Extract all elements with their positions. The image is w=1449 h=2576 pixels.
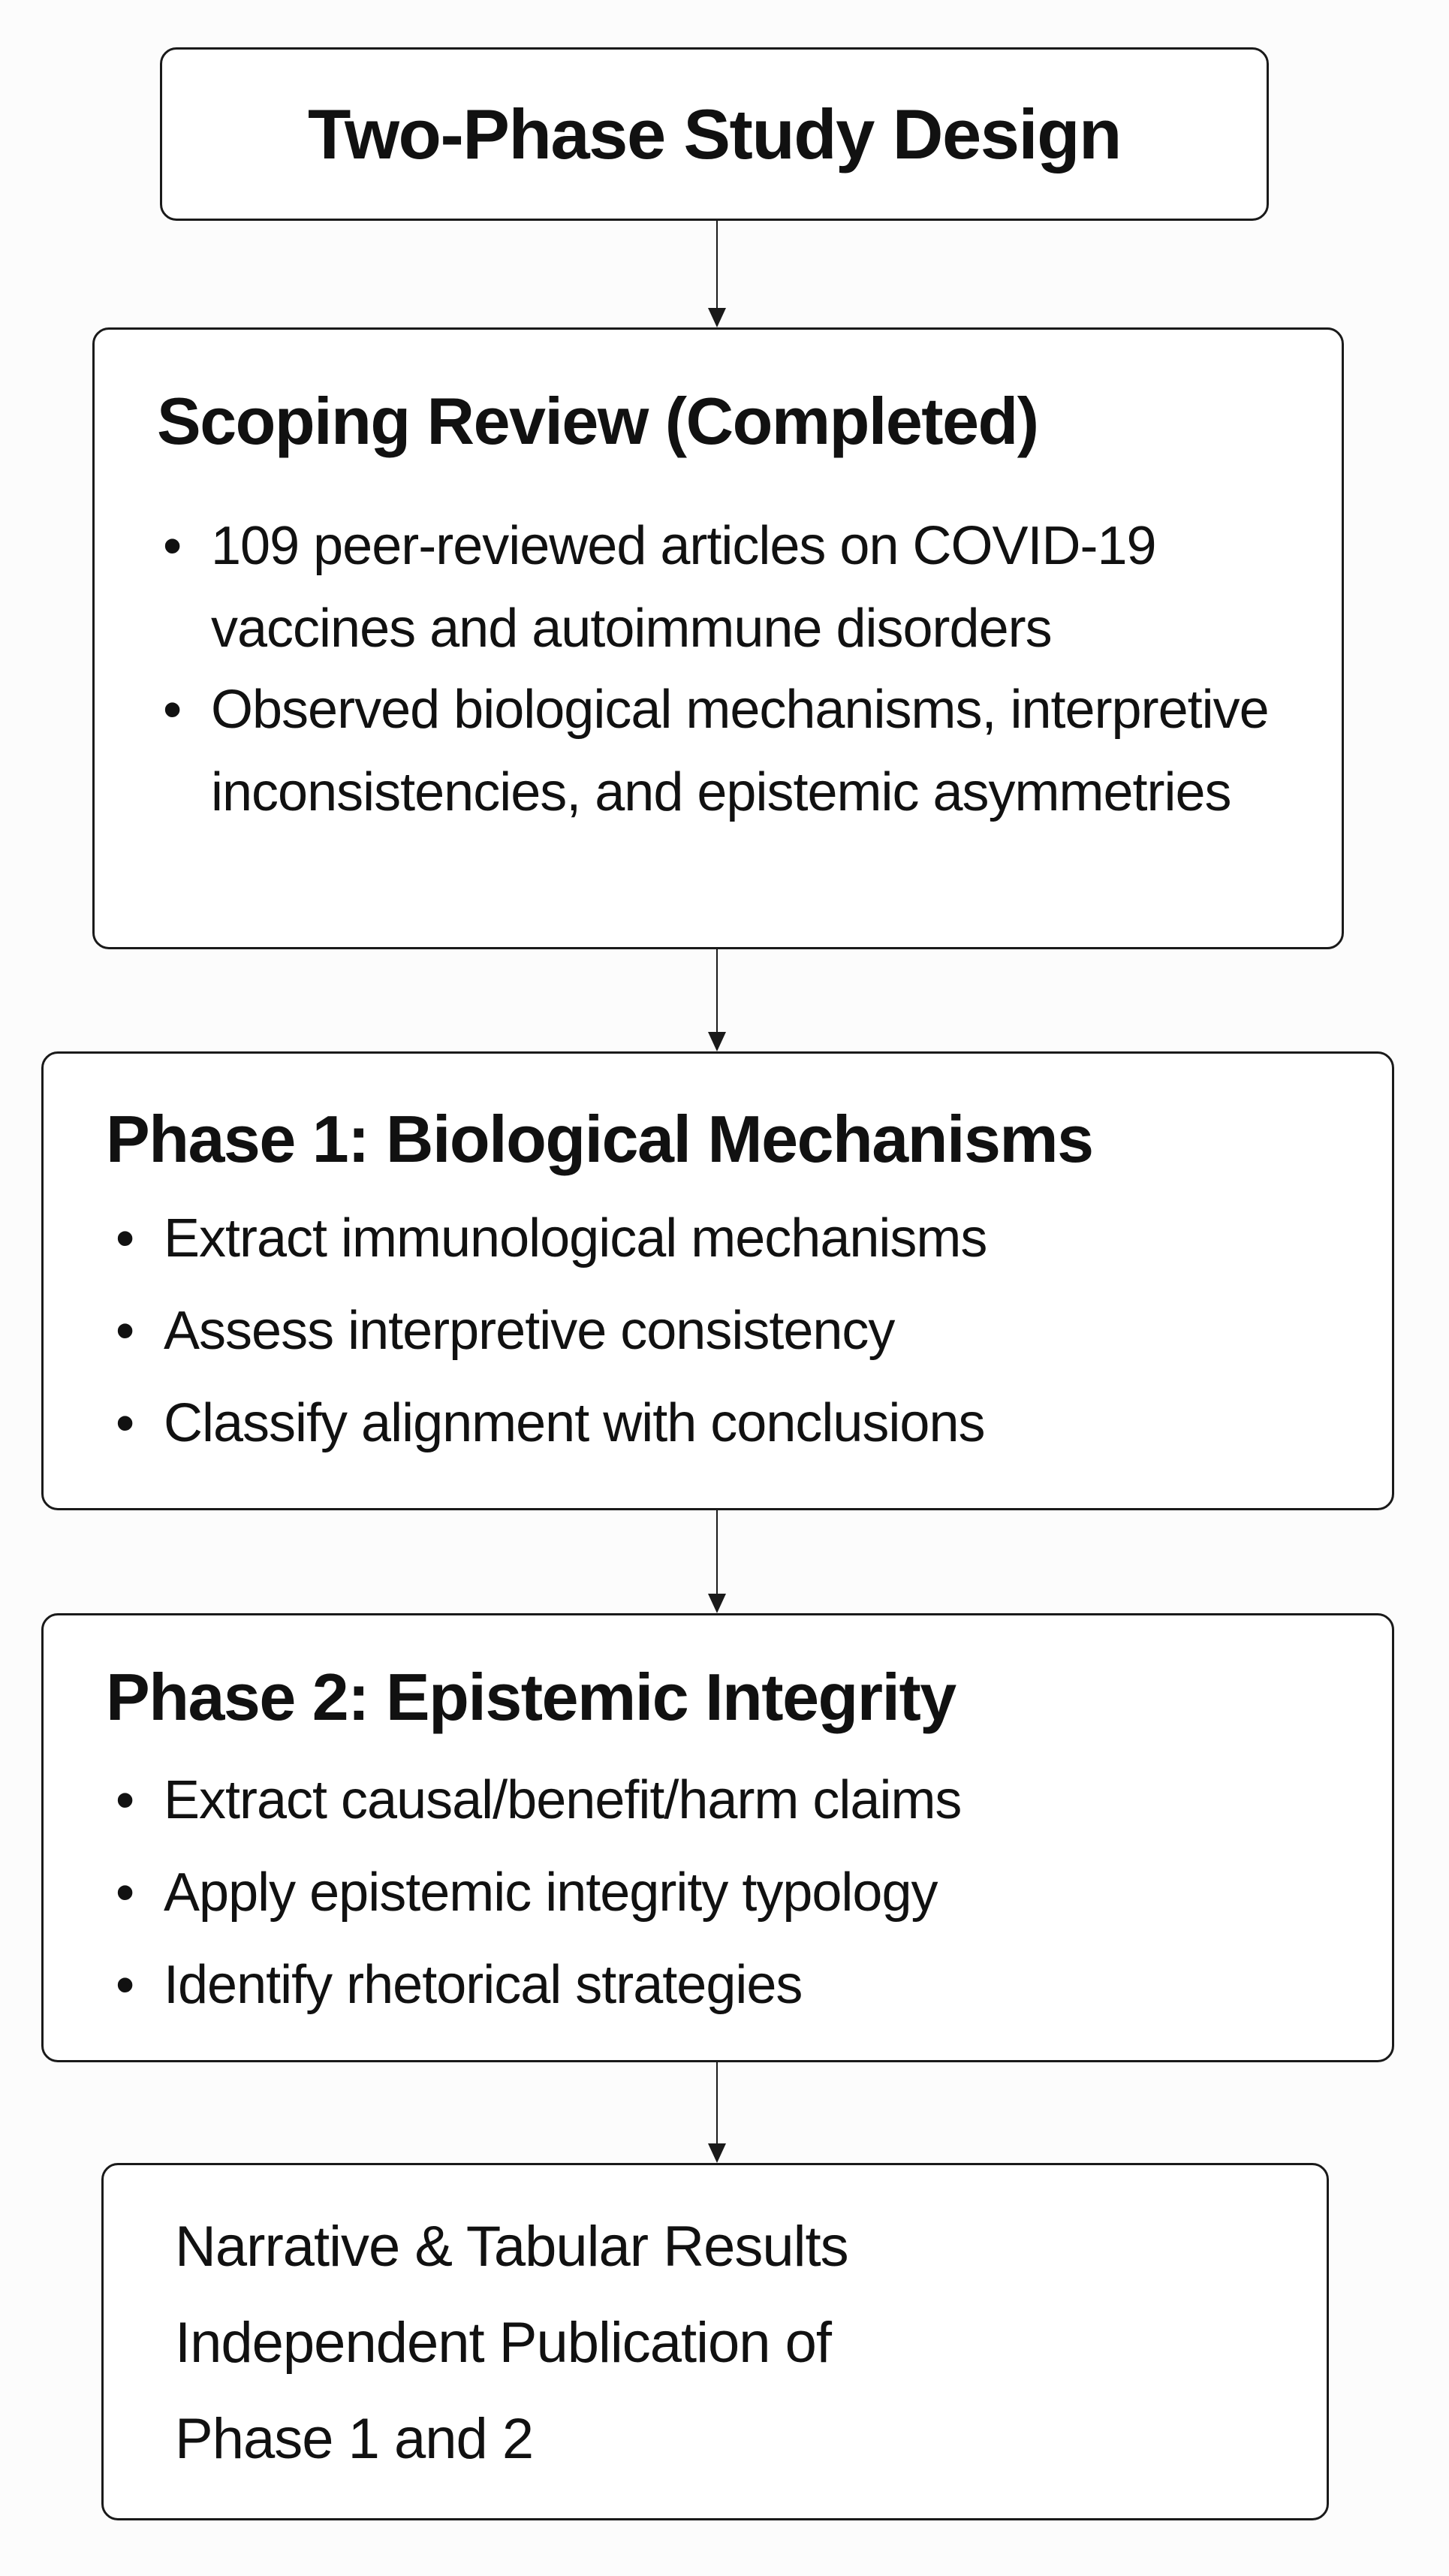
bullet-text: Extract causal/benefit/harm claims <box>164 1770 962 1830</box>
bullet-text: 109 peer-reviewed articles on COVID-19 vaccines and autoimmune disorders <box>211 516 1156 659</box>
list-item <box>116 1939 961 2032</box>
arrow-connector <box>716 1510 718 1612</box>
bullet-icon: • <box>116 1955 134 2015</box>
results-line: Narrative & Tabular Results <box>175 2215 848 2279</box>
bullet-icon: • <box>163 516 182 576</box>
title-box <box>160 47 1269 221</box>
arrow-connector <box>716 949 718 1050</box>
phase2-box <box>41 1613 1394 2062</box>
bullet-text: Identify rhetorical strategies <box>164 1955 803 2015</box>
list-item <box>163 668 1337 834</box>
phase2-heading: Phase 2: Epistemic Integrity <box>106 1660 956 1734</box>
list-item <box>116 1847 961 1939</box>
scoping-review-box <box>92 327 1344 949</box>
results-line: Phase 1 and 2 <box>175 2407 534 2471</box>
bullet-icon: • <box>116 1770 134 1830</box>
bullet-text: Extract immunological mechanisms <box>164 1208 987 1268</box>
bullet-icon: • <box>116 1863 134 1923</box>
bullet-icon: • <box>116 1393 134 1453</box>
results-text <box>175 2199 848 2487</box>
bullet-text: Classify alignment with conclusions <box>164 1393 985 1453</box>
bullet-text: Apply epistemic integrity typology <box>164 1863 938 1923</box>
bullet-text: Observed biological mechanisms, interpretive inconsistencies, and epistemic asymmetries <box>211 680 1269 822</box>
bullet-icon: • <box>116 1208 134 1268</box>
scoping-review-bullets <box>163 505 1337 832</box>
list-item <box>116 1754 962 1847</box>
arrow-connector <box>716 2062 718 2161</box>
list-item <box>116 1377 987 1470</box>
results-line: Independent Publication of <box>175 2311 832 2375</box>
bullet-icon: • <box>163 680 182 740</box>
bullet-text: Assess interpretive consistency <box>164 1301 895 1361</box>
phase1-box <box>41 1051 1394 1510</box>
list-item <box>116 1193 987 1285</box>
bullet-icon: • <box>116 1301 134 1361</box>
phase1-bullets <box>116 1193 987 1470</box>
phase1-heading: Phase 1: Biological Mechanisms <box>106 1102 1093 1176</box>
results-box <box>101 2163 1329 2520</box>
list-item <box>163 505 1337 670</box>
phase2-bullets <box>116 1754 962 2032</box>
arrow-connector <box>716 221 718 326</box>
scoping-review-heading: Scoping Review (Completed) <box>157 384 1038 458</box>
list-item <box>116 1285 987 1377</box>
diagram-title: Two-Phase Study Design <box>308 94 1121 173</box>
